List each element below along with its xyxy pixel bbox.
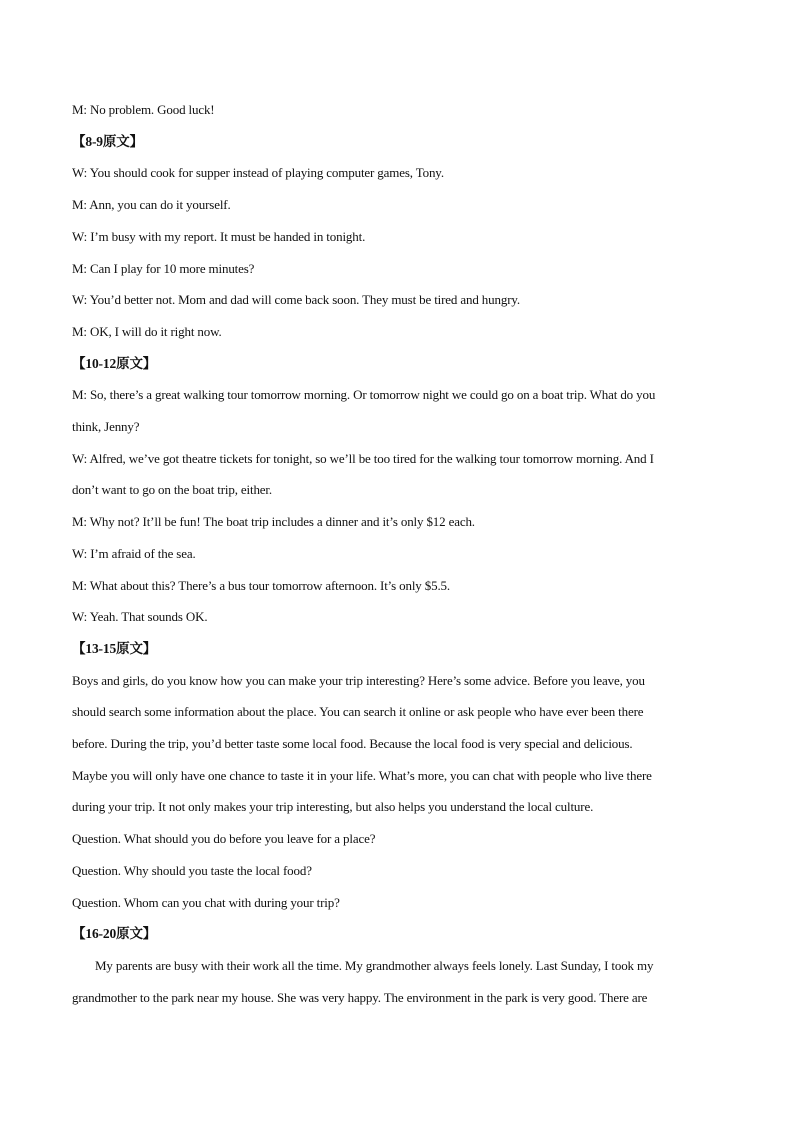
text-line: W: I’m afraid of the sea.	[72, 545, 196, 561]
text-line: My parents are busy with their work all the time. My grandmother always feels lonely. Last Sunday, I took my	[95, 957, 654, 973]
text-line: Question. What should you do before you leave for a place?	[72, 831, 376, 847]
text-line: W: Alfred, we’ve got theatre tickets for tonight, so we’ll be too tired for the walking tour tomorrow morning. And I	[72, 450, 654, 466]
text-line: grandmother to the park near my house. She was very happy. The environment in the park is very good. There are	[72, 989, 648, 1005]
section-heading: 【13-15原文】	[72, 640, 157, 656]
text-line: M: So, there’s a great walking tour tomorrow morning. Or tomorrow night we could go on a boat trip. What do you	[72, 387, 656, 403]
text-line: don’t want to go on the boat trip, either.	[72, 482, 272, 498]
section-heading: 【10-12原文】	[72, 355, 157, 371]
text-line: M: Can I play for 10 more minutes?	[72, 260, 255, 276]
text-line: should search some information about the place. You can search it online or ask people who have ever been there	[72, 704, 644, 720]
section-heading: 【8-9原文】	[72, 133, 143, 149]
text-line: Question. Whom can you chat with during your trip?	[72, 894, 340, 910]
text-line: M: OK, I will do it right now.	[72, 323, 222, 339]
text-line: during your trip. It not only makes your trip interesting, but also helps you understand the local culture.	[72, 799, 594, 815]
text-line: Maybe you will only have one chance to taste it in your life. What’s more, you can chat with people who live there	[72, 767, 652, 783]
text-line: W: You should cook for supper instead of playing computer games, Tony.	[72, 165, 444, 181]
text-line: Question. Why should you taste the local food?	[72, 862, 312, 878]
text-line: M: Why not? It’ll be fun! The boat trip includes a dinner and it’s only $12 each.	[72, 514, 475, 530]
text-line: Boys and girls, do you know how you can make your trip interesting? Here’s some advice. Before you leave, you	[72, 672, 645, 688]
text-line: M: Ann, you can do it yourself.	[72, 197, 231, 213]
text-line: before. During the trip, you’d better taste some local food. Because the local food is very special and delicious.	[72, 736, 633, 752]
section-heading: 【16-20原文】	[72, 926, 157, 942]
text-line: W: You’d better not. Mom and dad will come back soon. They must be tired and hungry.	[72, 292, 520, 308]
text-line: M: No problem. Good luck!	[72, 102, 215, 117]
text-line: W: Yeah. That sounds OK.	[72, 609, 208, 625]
text-line: W: I’m busy with my report. It must be handed in tonight.	[72, 228, 366, 244]
text-line: M: What about this? There’s a bus tour tomorrow afternoon. It’s only $5.5.	[72, 577, 450, 593]
document-page	[72, 94, 722, 1013]
text-line: think, Jenny?	[72, 419, 140, 435]
